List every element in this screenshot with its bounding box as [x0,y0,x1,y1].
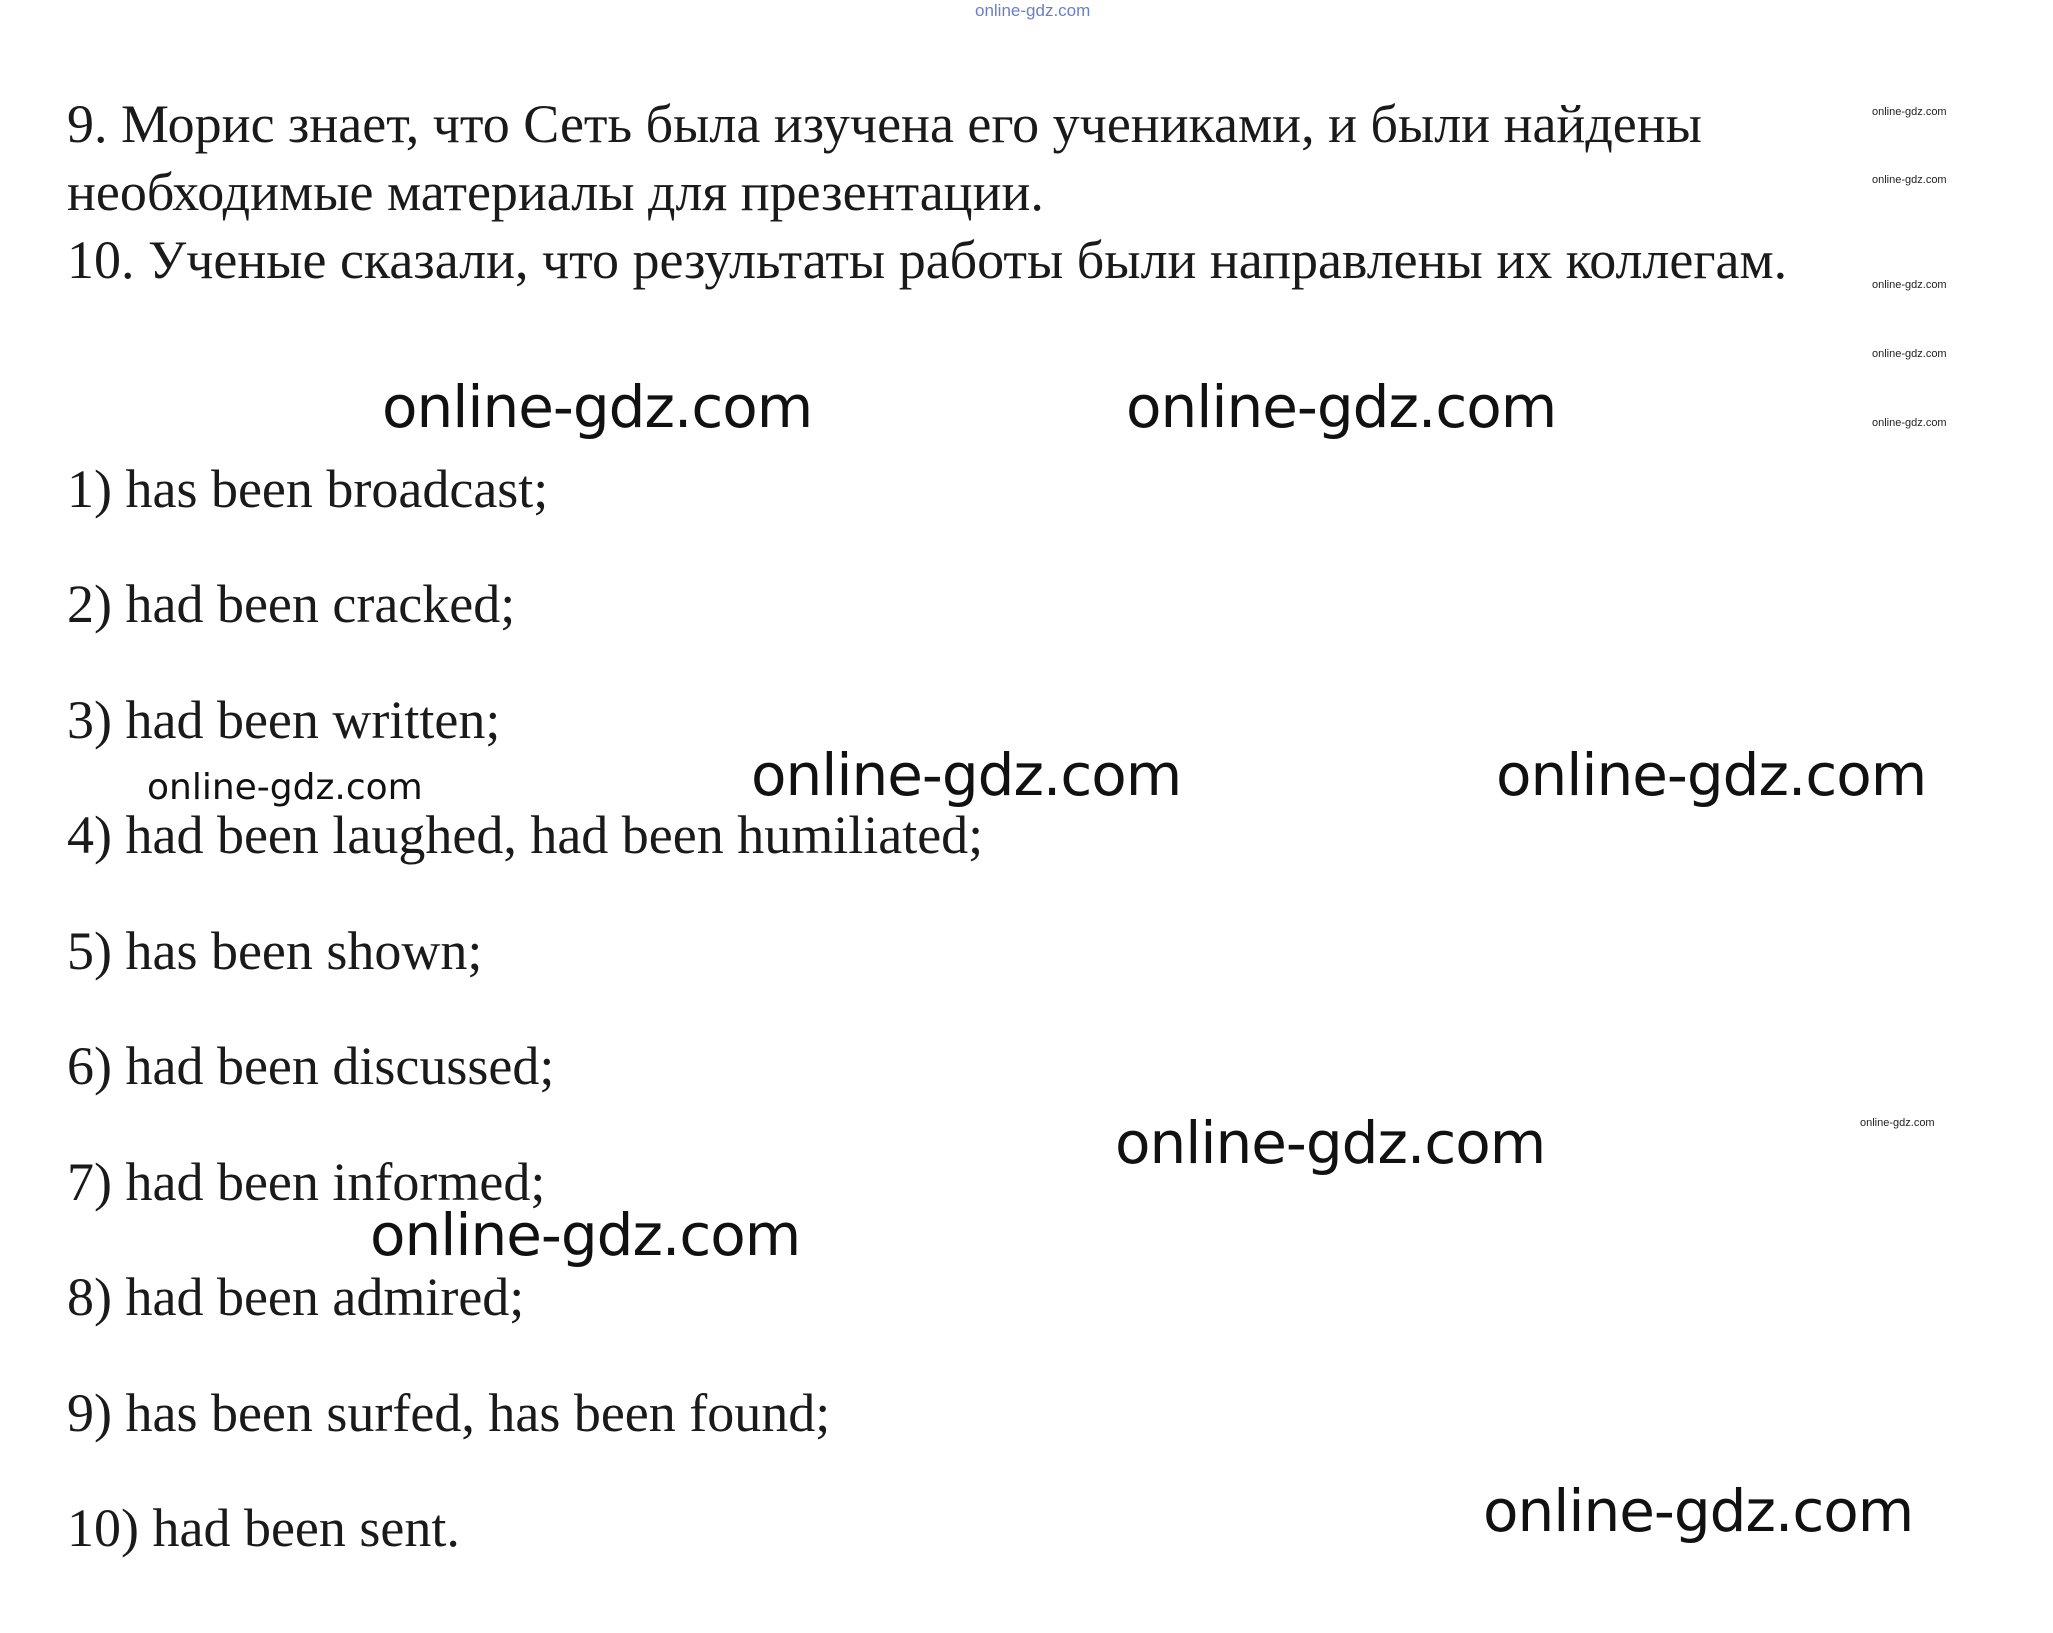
watermark: online-gdz.com [1872,174,1947,186]
watermark: online-gdz.com [147,767,423,808]
answer-item-9: 9) has been surfed, has been found; [67,1383,831,1443]
answer-item-10: 10) had been sent. [67,1498,460,1558]
watermark: online-gdz.com [1872,348,1947,360]
answer-item-2: 2) had been cracked; [67,574,516,634]
watermark: online-gdz.com [1872,279,1947,291]
answer-item-6: 6) had been discussed; [67,1036,555,1096]
translation-line-3: 10. Ученые сказали, что результаты работы были направлены их коллегам. [67,230,1788,290]
watermark: online-gdz.com [370,1201,801,1269]
translation-line-2: необходимые материалы для презентации. [67,162,1044,222]
watermark: online-gdz.com [1872,106,1947,118]
answer-item-5: 5) has been shown; [67,921,483,981]
answer-item-8: 8) had been admired; [67,1267,525,1327]
top-watermark: online-gdz.com [975,1,1091,20]
answer-item-7: 7) had been informed; [67,1152,546,1212]
watermark: online-gdz.com [1115,1109,1546,1177]
watermark: online-gdz.com [1496,741,1927,809]
answer-item-3: 3) had been written; [67,690,501,750]
watermark: online-gdz.com [382,373,813,441]
answer-item-4: 4) had been laughed, had been humiliated; [67,805,984,865]
watermark: online-gdz.com [1872,417,1947,429]
translation-line-1: 9. Морис знает, что Сеть была изучена его учениками, и были найдены [67,94,1702,154]
watermark: online-gdz.com [1860,1117,1935,1129]
watermark: online-gdz.com [1483,1477,1914,1545]
watermark: online-gdz.com [1126,373,1557,441]
watermark: online-gdz.com [751,741,1182,809]
answer-item-1: 1) has been broadcast; [67,459,549,519]
